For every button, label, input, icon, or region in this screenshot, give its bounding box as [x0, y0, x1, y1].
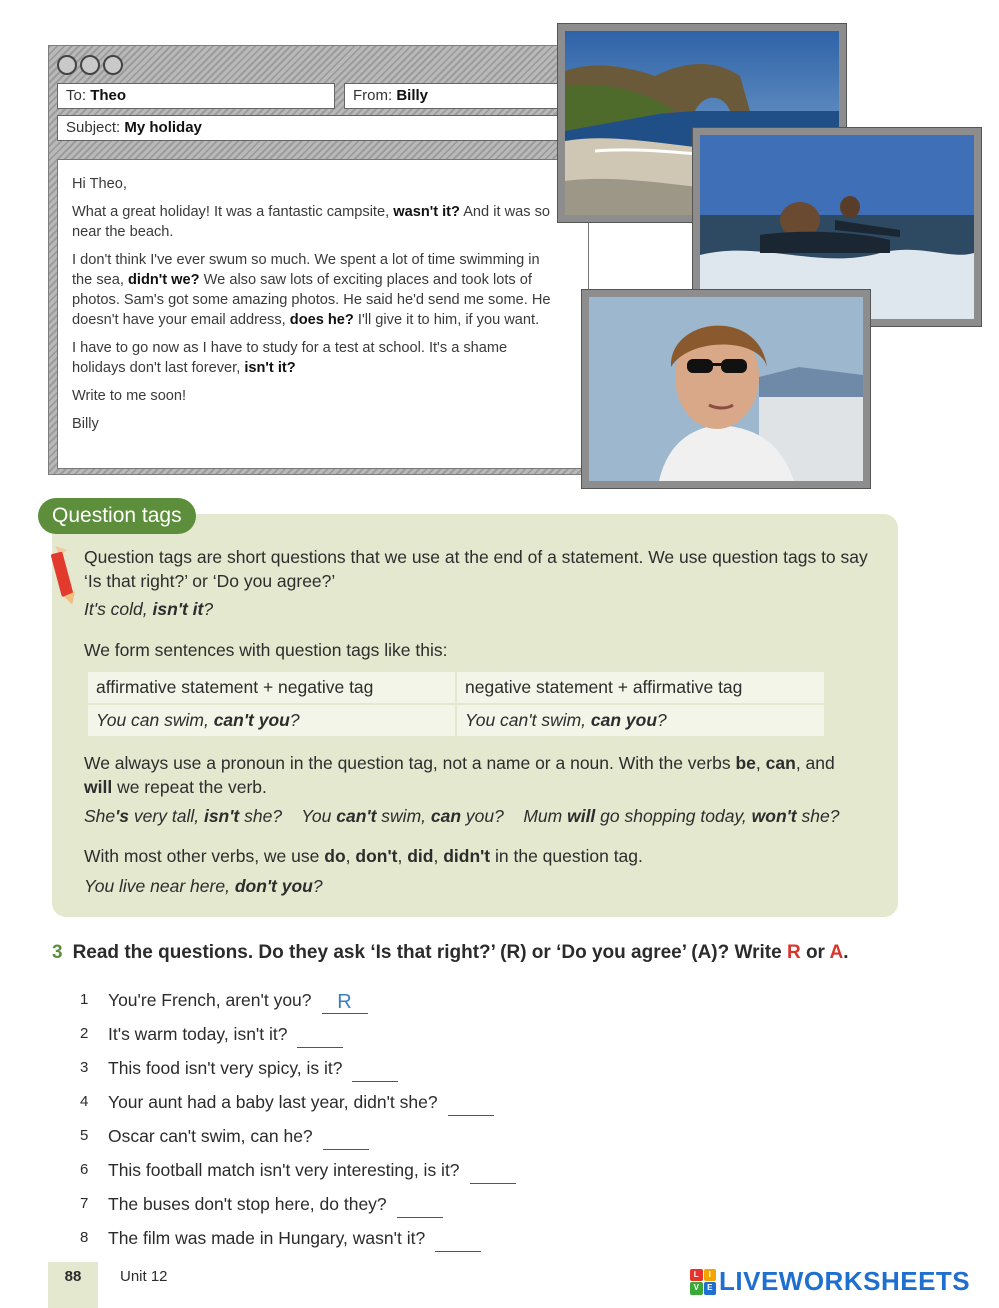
answer-field[interactable] — [297, 1026, 343, 1048]
email-subject-field — [57, 115, 589, 141]
list-item: 7 The buses don't stop here, do they? — [80, 1184, 516, 1218]
email-body — [57, 159, 589, 469]
email-signoff: Billy — [72, 416, 99, 432]
grammar-intro: Question tags are short questions that we use at the end of a statement. We use question tags to say ‘Is that right?’ or ‘Do you agree?’ — [84, 547, 868, 591]
grammar-form-line: We form sentences with question tags like this: — [84, 640, 448, 660]
window-dot-icon — [103, 55, 123, 75]
exercise-number: 3 — [52, 942, 63, 963]
table-header-negative: negative statement + affirmative tag — [456, 671, 825, 704]
answer-field[interactable]: R — [322, 992, 368, 1014]
answer-field[interactable] — [397, 1196, 443, 1218]
table-example-negative: You can't swim, can you? — [456, 704, 825, 737]
grammar-title: Question tags — [38, 498, 196, 534]
unit-label: Unit 12 — [120, 1268, 168, 1285]
table-example-affirmative: You can swim, can't you? — [87, 704, 456, 737]
window-controls — [57, 55, 123, 75]
list-item: 1 You're French, aren't you? R — [80, 980, 516, 1014]
to-label: To: — [66, 87, 87, 104]
grammar-examples-2: She's very tall, isn't she? You can't swim, can you? Mum will go shopping today, won't she? — [84, 806, 840, 826]
email-greeting: Hi Theo, — [72, 176, 127, 192]
table-row — [87, 704, 825, 737]
email-to-field — [57, 83, 335, 109]
subject-value: My holiday — [124, 119, 202, 136]
list-item: 4 Your aunt had a baby last year, didn't she? — [80, 1082, 516, 1116]
email-paragraph-2: I don't think I've ever swum so much. We spent a lot of time swimming in the sea, didn't we? We also saw lots of exciting places and took lots of photos. Sam's got some amazing photos. He said he'd send me some. He doesn't have your email address, does he? I'll give it to him, if you want. — [72, 252, 551, 328]
window-dot-icon — [57, 55, 77, 75]
grammar-other-verbs: With most other verbs, we use do, don't, did, didn't in the question tag. — [84, 846, 643, 866]
photo-boy-sunglasses — [582, 290, 870, 488]
from-value: Billy — [396, 87, 429, 104]
question-tag-table — [86, 670, 826, 738]
answer-field[interactable] — [470, 1162, 516, 1184]
email-paragraph-1: What a great holiday! It was a fantastic campsite, wasn't it? And it was so near the beach. — [72, 204, 550, 240]
email-window — [48, 45, 588, 475]
list-item: 3 This food isn't very spicy, is it? — [80, 1048, 516, 1082]
list-item: 6 This football match isn't very interesting, is it? — [80, 1150, 516, 1184]
pencil-icon — [50, 544, 76, 608]
list-item: 5 Oscar can't swim, can he? — [80, 1116, 516, 1150]
email-paragraph-3: I have to go now as I have to study for a test at school. It's a shame holidays don't last forever, isn't it? — [72, 340, 508, 376]
grammar-pronoun-rule: We always use a pronoun in the question tag, not a name or a noun. With the verbs be, can, and will we repeat the verb. — [84, 753, 835, 797]
answer-field[interactable] — [323, 1128, 369, 1150]
brand-text: LIVEWORKSHEETS — [719, 1266, 971, 1296]
exercise-instructions: 3 Read the questions. Do they ask ‘Is that right?’ (R) or ‘Do you agree’ (A)? Write R or A. — [52, 942, 849, 963]
answer-field[interactable] — [448, 1094, 494, 1116]
liveworksheets-logo-icon: L I V E — [690, 1269, 716, 1295]
list-item: 2 It's warm today, isn't it? — [80, 1014, 516, 1048]
table-row — [87, 671, 825, 704]
page-number: 88 — [48, 1262, 98, 1308]
grammar-example-1: It's cold, isn't it? — [84, 599, 214, 619]
subject-label: Subject: — [66, 119, 121, 136]
to-value: Theo — [90, 87, 127, 104]
window-dot-icon — [80, 55, 100, 75]
answer-field[interactable] — [435, 1230, 481, 1252]
from-label: From: — [353, 87, 393, 104]
list-item: 8 The film was made in Hungary, wasn't it? — [80, 1218, 516, 1252]
answer-field[interactable] — [352, 1060, 398, 1082]
table-header-affirmative: affirmative statement + negative tag — [87, 671, 456, 704]
email-from-field — [344, 83, 589, 109]
exercise-list — [80, 980, 516, 1252]
grammar-example-5: You live near here, don't you? — [84, 876, 323, 896]
liveworksheets-brand[interactable] — [690, 1266, 970, 1297]
email-paragraph-4: Write to me soon! — [72, 388, 187, 404]
